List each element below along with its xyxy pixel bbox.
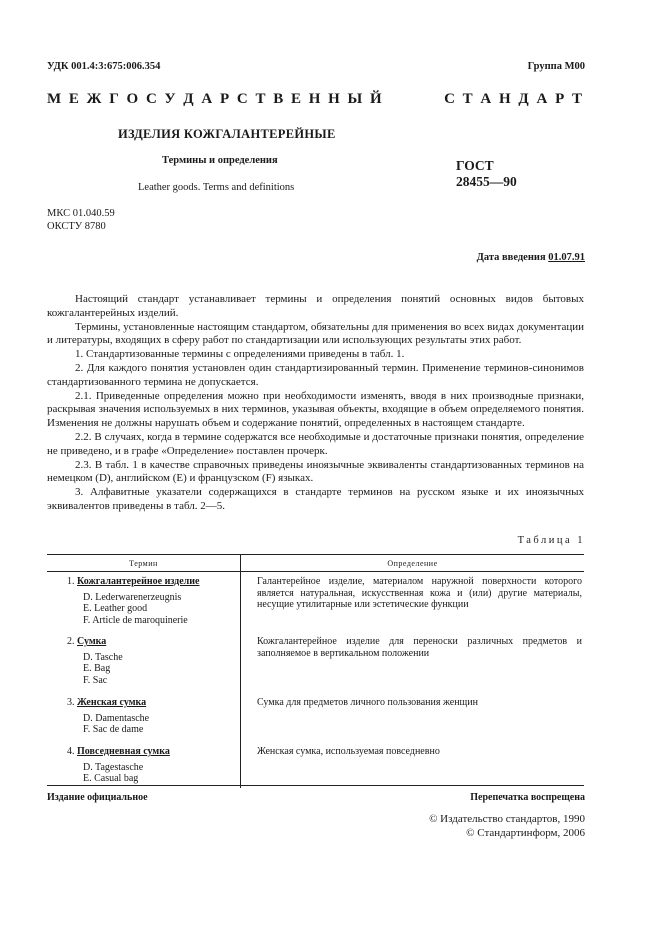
- paragraph: 1. Стандартизованные термины с определениями приведены в табл. 1.: [75, 348, 405, 361]
- paragraph: Термины, установленные настоящим стандартом, обязательны для применения во всех видах документации и литературы, входящих в сферу работ по стандартизации или использующих результаты этих работ.: [47, 320, 584, 347]
- term-number: 3.: [67, 697, 75, 708]
- equivalent: D. Tasche: [83, 651, 123, 663]
- introduction-date-label: Дата введения: [476, 252, 549, 263]
- definition-cell: Кожгалантерейное изделие для переноски различных предметов и заполняемое в вертикальном положении: [257, 636, 582, 659]
- header-definition: Определение: [241, 555, 585, 572]
- term-number: 1.: [67, 576, 75, 587]
- term-number: 2.: [67, 636, 75, 647]
- paragraph: 2.1. Приведенные определения можно при необходимости изменять, вводя в них производные признаки, раскрывая значения используемых в них терминов, указывая объекты, входящие в объем определяемого понятия. Изменения не должны нарушать объем и содержание понятий, определенных в настоящем стандарте.: [47, 389, 584, 430]
- header-term: Термин: [47, 555, 241, 572]
- term-name: Повседневная сумка: [77, 746, 170, 757]
- term-cell: [47, 743, 241, 788]
- standard-type-word-1: М Е Ж Г О С У Д А Р С Т В Е Н Н Ы Й: [47, 91, 384, 107]
- introduction-date-value: 01.07.91: [548, 252, 585, 263]
- copyright-1: © Издательство стандартов, 1990: [429, 813, 585, 825]
- term-cell: [47, 572, 241, 635]
- paragraph: Настоящий стандарт устанавливает термины и определения понятий основных видов бытовых кожгалантерейных изделий.: [47, 293, 584, 319]
- definition-cell: Сумка для предметов личного пользования женщин: [257, 697, 478, 708]
- table-row: [47, 572, 584, 635]
- paragraph: 2.2. В случаях, когда в термине содержатся все необходимые и достаточные признаки понятия, определение не приведено, и в графе «Определение» поставлен прочерк.: [47, 430, 584, 457]
- paragraph: 3. Алфавитные указатели содержащихся в стандарте терминов на русском языке и их иноязычных эквивалентов приведены в табл. 2—5.: [47, 486, 584, 512]
- paragraph: 2.3. В табл. 1 в качестве справочных приведены иноязычные эквиваленты стандартизованных терминов на немецком (D), английском (E) и французском (F) языках.: [47, 458, 584, 485]
- standard-type-word-2: С Т А Н Д А Р Т: [444, 91, 584, 107]
- term-name: Сумка: [77, 636, 107, 647]
- table-header-row: [47, 555, 584, 572]
- mks-code: МКС 01.040.59: [47, 208, 115, 219]
- table-row: [47, 743, 584, 788]
- term-cell: [47, 634, 241, 694]
- table-row: [47, 694, 584, 743]
- equivalent: E. Bag: [83, 663, 111, 675]
- gost-label: ГОСТ: [456, 158, 494, 173]
- footer-reprint-prohibited: Перепечатка воспрещена: [470, 792, 585, 803]
- equivalent: F. Article de maroquinerie: [83, 614, 188, 626]
- term-name: Женская сумка: [77, 697, 147, 708]
- group-code: Группа М00: [527, 61, 585, 72]
- term-line: [67, 636, 240, 648]
- term-line: [67, 746, 240, 758]
- equivalent: F. Sac de dame: [83, 724, 144, 736]
- definition-cell: Галантерейное изделие, материалом наружной поверхности которого является натуральная, искусственная кожа и (или) другие материалы, несущие утилитарные или эстетические функции: [257, 576, 582, 611]
- document-title: ИЗДЕЛИЯ КОЖГАЛАНТЕРЕЙНЫЕ: [118, 127, 336, 141]
- term-line: [67, 697, 240, 709]
- standard-type-heading: [47, 91, 584, 108]
- okstu-code: ОКСТУ 8780: [47, 221, 106, 232]
- term-cell: [47, 694, 241, 743]
- footer-official-edition: Издание официальное: [47, 792, 148, 803]
- body-text: [47, 293, 584, 514]
- footer-divider: [47, 785, 584, 786]
- terms-table: [47, 554, 584, 788]
- equivalent: D. Lederwarenerzeugnis: [83, 591, 182, 603]
- gost-number: 28455—90: [456, 174, 517, 189]
- english-title: Leather goods. Terms and definitions: [138, 182, 295, 193]
- introduction-date: [477, 252, 585, 263]
- table-caption: Таблица 1: [517, 535, 585, 546]
- paragraph: 2. Для каждого понятия установлен один стандартизированный термин. Применение терминов-синонимов стандартизованного термина не допускается.: [47, 361, 584, 388]
- gost-designation: [456, 158, 517, 190]
- equivalent: E. Casual bag: [83, 773, 139, 785]
- copyright-2: © Стандартинформ, 2006: [466, 827, 585, 839]
- term-number: 4.: [67, 746, 75, 757]
- equivalent: D. Tagestasche: [83, 761, 144, 773]
- udk-code: УДК 001.4:3:675:006.354: [47, 61, 161, 72]
- classification-codes: [47, 207, 115, 233]
- table-row: [47, 634, 584, 694]
- equivalent: E. Leather good: [83, 603, 148, 615]
- term-name: Кожгалантерейное изделие: [77, 576, 200, 587]
- term-line: [67, 576, 240, 588]
- definition-cell: Женская сумка, используемая повседневно: [257, 746, 440, 757]
- equivalent: D. Damentasche: [83, 712, 150, 724]
- equivalent: F. Sac: [83, 674, 108, 686]
- document-subtitle: Термины и определения: [162, 155, 278, 166]
